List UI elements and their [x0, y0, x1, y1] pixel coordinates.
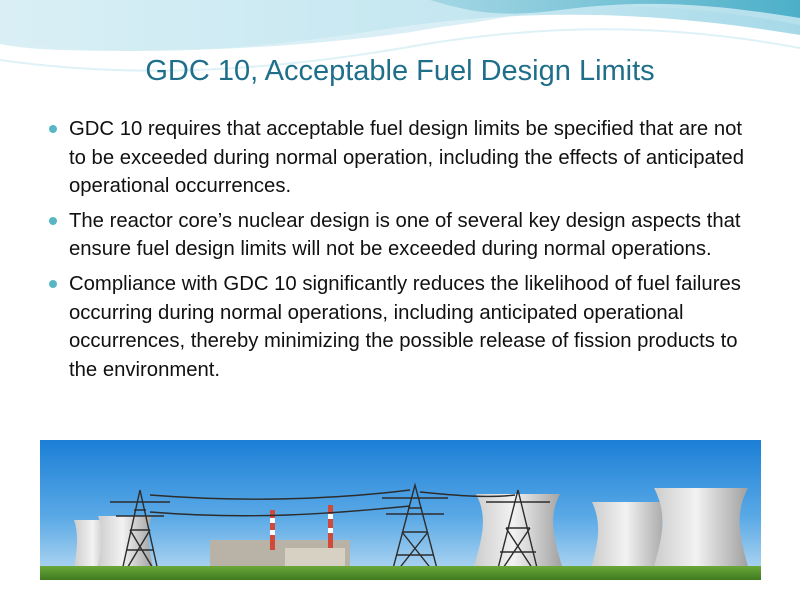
- bullet-dot-icon: [49, 125, 57, 133]
- bullet-text: GDC 10 requires that acceptable fuel design limits be specified that are not to be exceeded during normal operation, including the effects of anticipated operational occurrences.: [69, 118, 744, 198]
- bullet-text: The reactor core’s nuclear design is one of several key design aspects that ensure fuel design limits will not be exceeded during normal operations.: [69, 209, 741, 261]
- slide-title: GDC 10, Acceptable Fuel Design Limits: [145, 55, 655, 87]
- bullet-item: [48, 207, 758, 264]
- bullet-list: [48, 115, 758, 390]
- bullet-dot-icon: [49, 217, 57, 225]
- bullet-item: [48, 270, 758, 384]
- bullet-text: Compliance with GDC 10 significantly reduces the likelihood of fuel failures occurring during normal operations, including anticipated operational occurrences, thereby minimizing the possible release of fission products to the environment.: [69, 272, 741, 381]
- nuclear-power-plant-photo: [40, 440, 761, 580]
- bullet-dot-icon: [49, 280, 57, 288]
- bullet-item: [48, 115, 758, 201]
